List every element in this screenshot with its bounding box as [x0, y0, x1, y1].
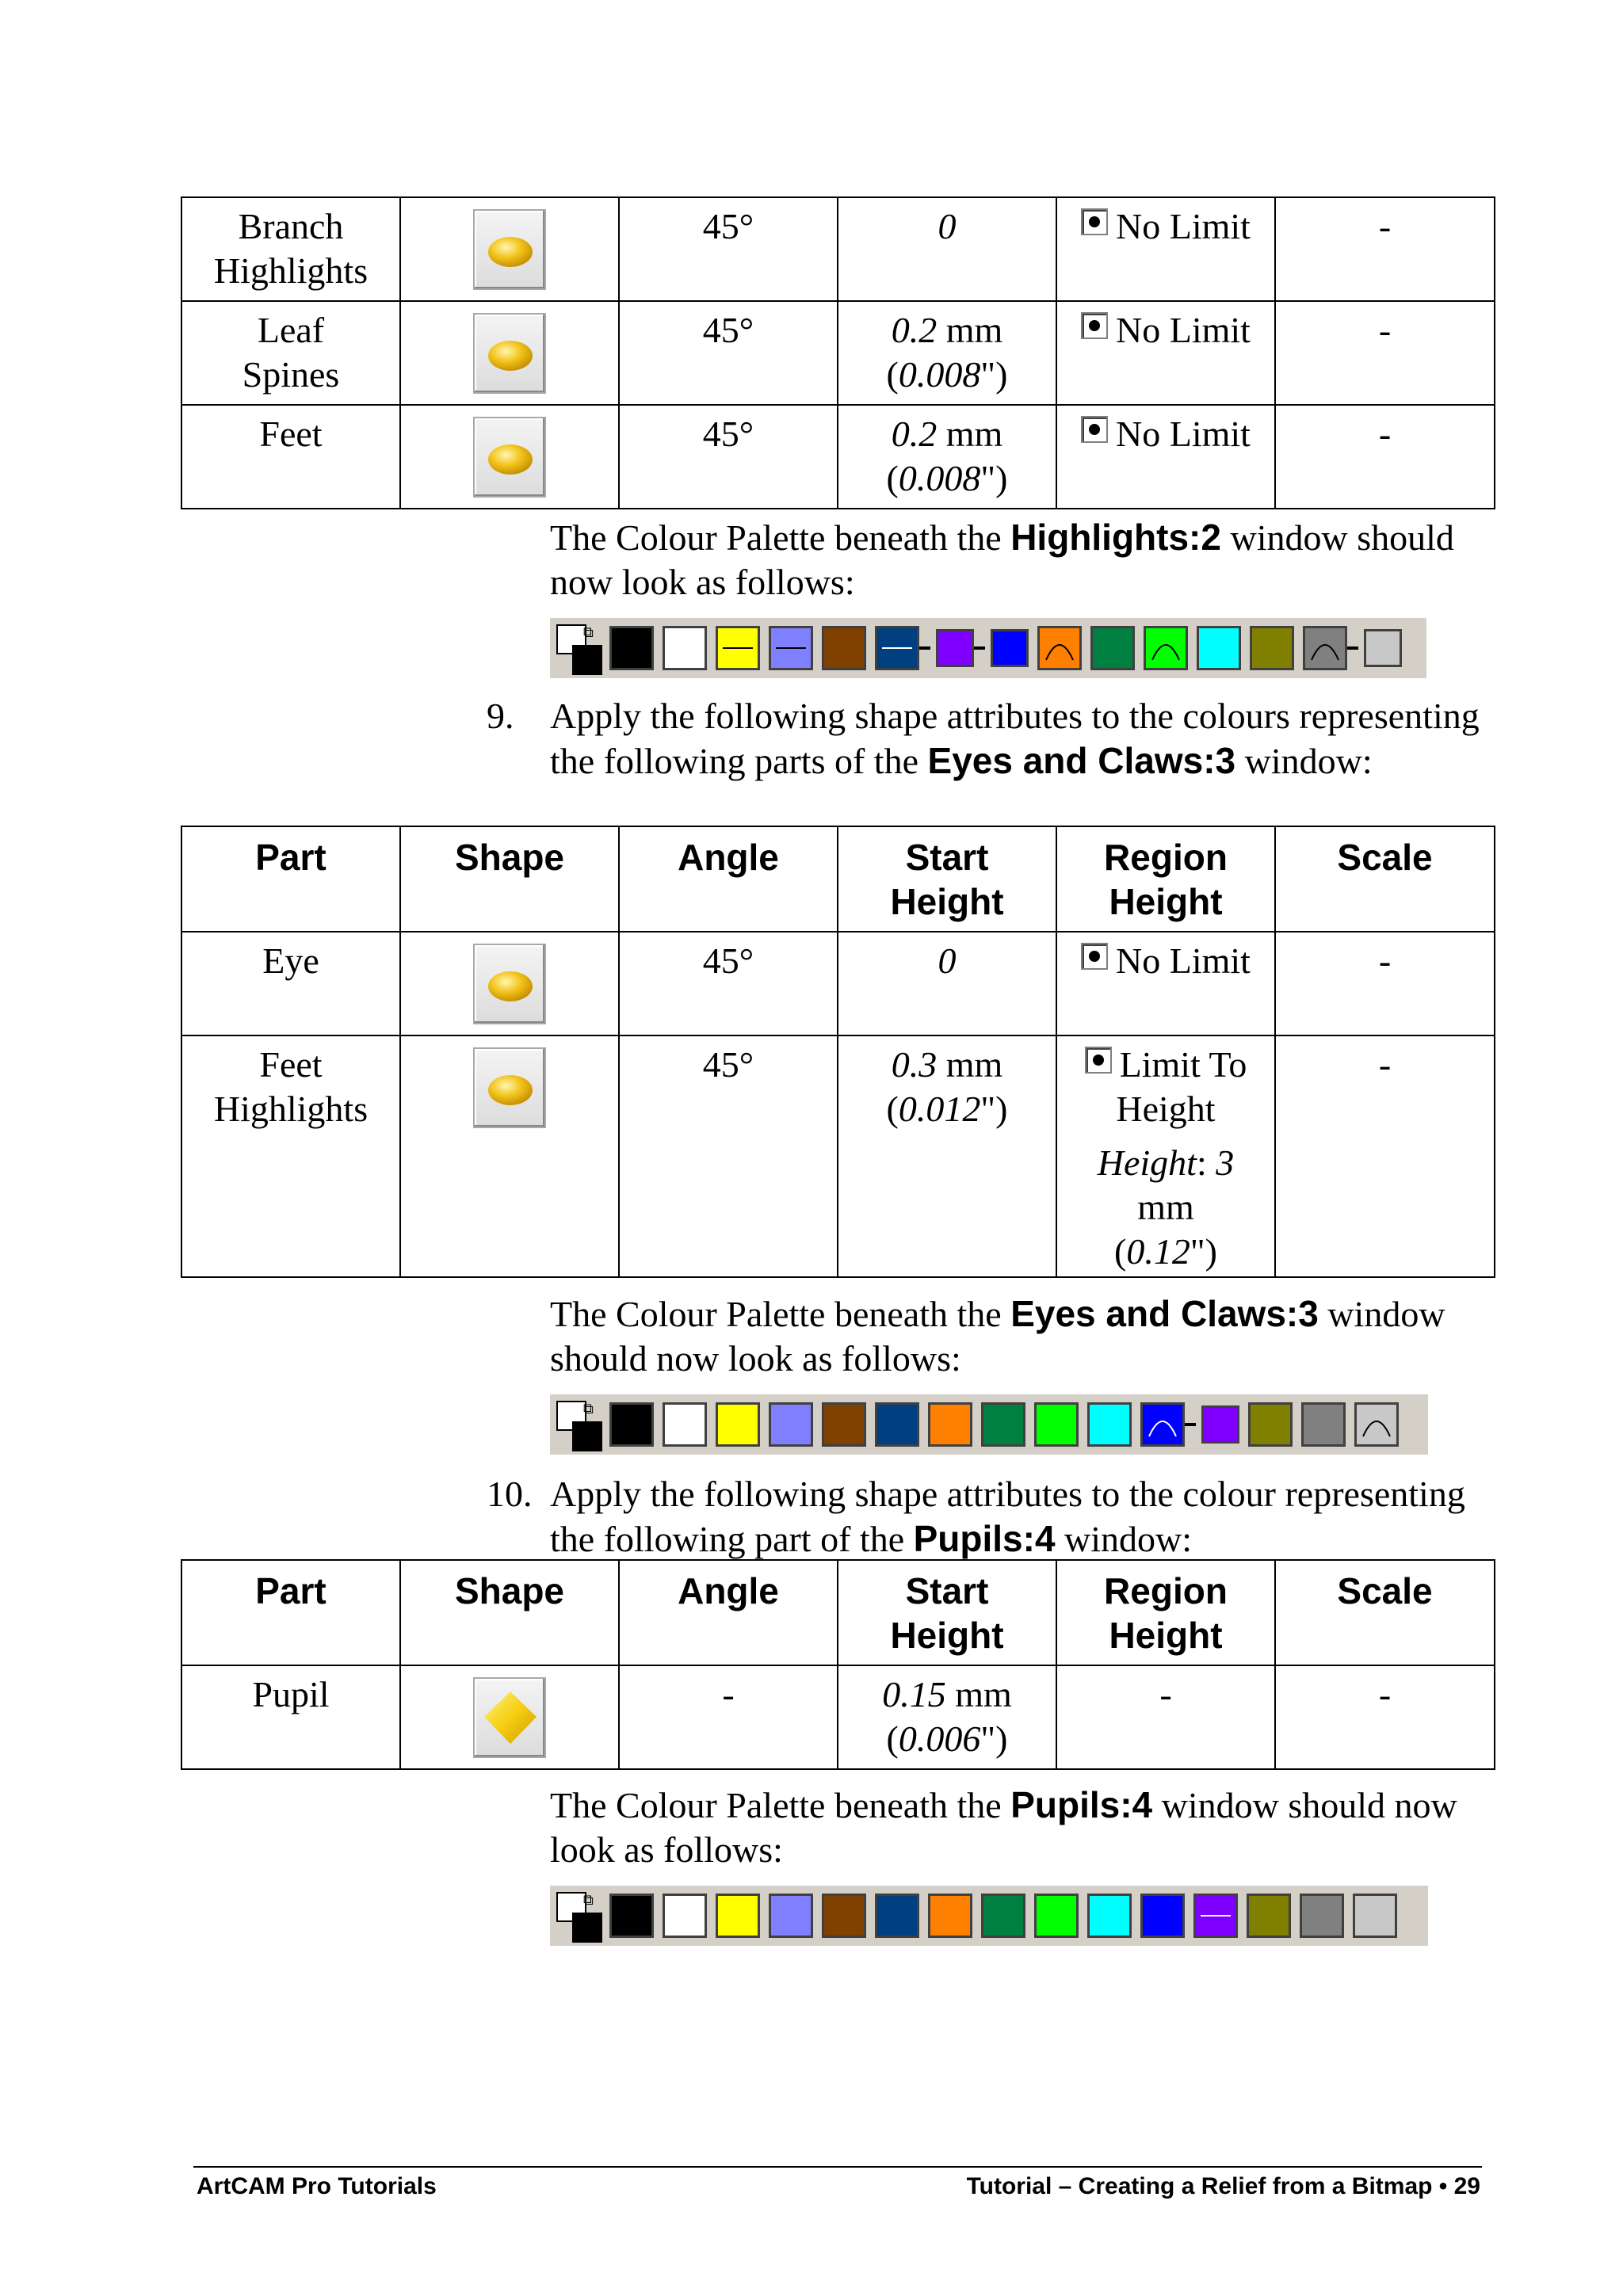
table-row	[181, 1035, 1495, 1277]
dome-profile-icon	[1044, 633, 1075, 663]
colour-swatch-blue[interactable]	[1140, 1402, 1185, 1447]
start-height-cell: 0.3 mm (0.012")	[838, 1035, 1056, 1277]
region-height-cell: No Limit	[1056, 932, 1275, 1035]
column-header-start-height: Start Height	[838, 1560, 1056, 1665]
colour-swatch-white[interactable]	[663, 626, 707, 670]
start-height-cell: 0	[838, 197, 1056, 301]
colour-palette-pupils	[550, 1886, 1428, 1946]
angle-cell: 45°	[619, 405, 838, 509]
region-height-cell: No Limit	[1056, 405, 1275, 509]
palette-description: The Colour Palette beneath the Eyes and Claws:3 window should now look as follows:	[550, 1293, 1445, 1379]
radio-selected-icon	[1081, 312, 1108, 339]
colour-swatch-lime[interactable]	[1034, 1402, 1079, 1447]
attributes-table-pupils	[181, 1559, 1495, 1770]
colour-swatch-olive[interactable]	[1248, 1402, 1293, 1447]
table-row	[181, 932, 1495, 1035]
colour-swatch-purple[interactable]	[1193, 1894, 1238, 1938]
angle-cell: 45°	[619, 932, 838, 1035]
region-height-cell: -	[1056, 1665, 1275, 1769]
colour-swatch-blue[interactable]	[991, 629, 1029, 667]
colour-swatch-grey[interactable]	[1303, 626, 1347, 670]
colour-swatch-white[interactable]	[663, 1894, 707, 1938]
colour-swatch-cyan[interactable]	[1087, 1402, 1132, 1447]
footer-divider	[193, 2166, 1482, 2168]
table-header-row	[181, 826, 1495, 932]
table-row	[181, 301, 1495, 405]
colour-palette-highlights	[550, 618, 1426, 678]
step-instruction: Apply the following shape attributes to the colour representing the following part of the Pupils:4 window:	[550, 1474, 1465, 1559]
dome-shape-icon	[473, 1047, 546, 1128]
colour-swatch-green[interactable]	[1090, 626, 1135, 670]
column-header-angle: Angle	[619, 1560, 838, 1665]
part-cell: Leaf Spines	[181, 301, 400, 405]
colour-swatch-lavender[interactable]	[769, 1894, 813, 1938]
scale-cell: -	[1275, 301, 1495, 405]
scale-cell: -	[1275, 1665, 1495, 1769]
part-cell: Eye	[181, 932, 400, 1035]
dome-profile-icon	[1151, 633, 1181, 663]
radio-selected-icon	[1081, 416, 1108, 443]
colour-swatch-purple[interactable]	[1201, 1405, 1239, 1444]
colour-swatch-brown[interactable]	[822, 1402, 866, 1447]
colour-swatch-lime[interactable]	[1034, 1894, 1079, 1938]
colour-swatch-brown[interactable]	[822, 1894, 866, 1938]
colour-swatch-lavender[interactable]	[769, 1402, 813, 1447]
column-header-region-height: Region Height	[1056, 826, 1275, 932]
palette-description: The Colour Palette beneath the Pupils:4 window should now look as follows:	[550, 1784, 1457, 1870]
primary-secondary-colour-icon[interactable]: ⧉	[556, 1401, 601, 1448]
colour-swatch-orange[interactable]	[1037, 626, 1082, 670]
part-cell: Pupil	[181, 1665, 400, 1769]
primary-secondary-colour-icon[interactable]: ⧉	[556, 1892, 601, 1939]
colour-swatch-lime[interactable]	[1144, 626, 1188, 670]
region-height-cell: No Limit	[1056, 197, 1275, 301]
column-header-shape: Shape	[400, 826, 619, 932]
colour-swatch-olive[interactable]	[1250, 626, 1294, 670]
dome-shape-icon	[473, 417, 546, 498]
table-row	[181, 405, 1495, 509]
scale-cell: -	[1275, 932, 1495, 1035]
start-height-cell: 0.2 mm (0.008")	[838, 405, 1056, 509]
flat-line-icon	[882, 633, 912, 663]
colour-palette-eyes-and-claws	[550, 1394, 1428, 1455]
attributes-table-eyes-and-claws	[181, 826, 1495, 1278]
colour-swatch-navy[interactable]	[875, 1402, 919, 1447]
plane-shape-icon	[473, 1677, 546, 1758]
shape-cell	[400, 932, 619, 1035]
colour-swatch-cyan[interactable]	[1197, 626, 1241, 670]
column-header-scale: Scale	[1275, 1560, 1495, 1665]
step-instruction: Apply the following shape attributes to the colours representing the following parts of the Eyes and Claws:3 window:	[550, 696, 1480, 781]
colour-swatch-green[interactable]	[981, 1894, 1025, 1938]
radio-selected-icon	[1081, 943, 1108, 970]
flat-line-icon	[776, 633, 806, 663]
angle-cell: 45°	[619, 301, 838, 405]
column-header-angle: Angle	[619, 826, 838, 932]
colour-swatch-yellow[interactable]	[716, 1402, 760, 1447]
angle-cell: 45°	[619, 1035, 838, 1277]
footer-left: ArtCAM Pro Tutorials	[197, 2173, 437, 2199]
table-row	[181, 1665, 1495, 1769]
table-row	[181, 197, 1495, 301]
colour-swatch-grey[interactable]	[1300, 1894, 1344, 1938]
palette-description: The Colour Palette beneath the Highlights:2 window should now look as follows:	[550, 517, 1454, 602]
column-header-part: Part	[181, 1560, 400, 1665]
colour-swatch-orange[interactable]	[928, 1402, 972, 1447]
region-height-cell: Limit To Height Height: 3 mm (0.12")	[1056, 1035, 1275, 1277]
dome-shape-icon	[473, 313, 546, 394]
shape-cell	[400, 301, 619, 405]
angle-cell: 45°	[619, 197, 838, 301]
colour-swatch-navy[interactable]	[875, 626, 919, 670]
column-header-shape: Shape	[400, 1560, 619, 1665]
part-cell: Feet	[181, 405, 400, 509]
shape-cell	[400, 197, 619, 301]
start-height-cell: 0.15 mm (0.006")	[838, 1665, 1056, 1769]
shape-cell	[400, 1665, 619, 1769]
shape-cell	[400, 405, 619, 509]
colour-swatch-yellow[interactable]	[716, 626, 760, 670]
primary-secondary-colour-icon[interactable]: ⧉	[556, 624, 601, 672]
colour-swatch-purple[interactable]	[936, 629, 974, 667]
column-header-start-height: Start Height	[838, 826, 1056, 932]
radio-selected-icon	[1085, 1047, 1112, 1074]
attributes-table-highlights	[181, 196, 1495, 509]
colour-swatch-lavender[interactable]	[769, 626, 813, 670]
radio-selected-icon	[1081, 208, 1108, 235]
colour-swatch-light-grey[interactable]	[1364, 629, 1402, 667]
step-number: 9.	[487, 696, 514, 736]
colour-swatch-black[interactable]	[609, 1402, 654, 1447]
dome-profile-icon	[1310, 633, 1340, 663]
colour-swatch-yellow[interactable]	[716, 1894, 760, 1938]
angle-cell: -	[619, 1665, 838, 1769]
colour-swatch-white[interactable]	[663, 1402, 707, 1447]
part-cell: Feet Highlights	[181, 1035, 400, 1277]
step-number: 10.	[487, 1474, 533, 1514]
colour-swatch-navy[interactable]	[875, 1894, 919, 1938]
dome-profile-icon	[1361, 1409, 1392, 1440]
colour-swatch-blue[interactable]	[1140, 1894, 1185, 1938]
colour-swatch-olive[interactable]	[1247, 1894, 1291, 1938]
colour-swatch-grey[interactable]	[1301, 1402, 1346, 1447]
colour-swatch-cyan[interactable]	[1087, 1894, 1132, 1938]
column-header-scale: Scale	[1275, 826, 1495, 932]
dome-profile-icon	[1148, 1409, 1178, 1440]
flat-line-icon	[723, 633, 753, 663]
colour-swatch-black[interactable]	[609, 626, 654, 670]
dome-shape-icon	[473, 944, 546, 1024]
table-header-row	[181, 1560, 1495, 1665]
colour-swatch-light-grey[interactable]	[1354, 1402, 1399, 1447]
colour-swatch-green[interactable]	[981, 1402, 1025, 1447]
part-cell: Branch Highlights	[181, 197, 400, 301]
region-height-cell: No Limit	[1056, 301, 1275, 405]
scale-cell: -	[1275, 405, 1495, 509]
dome-shape-icon	[473, 209, 546, 290]
start-height-cell: 0	[838, 932, 1056, 1035]
start-height-cell: 0.2 mm (0.008")	[838, 301, 1056, 405]
flat-line-icon	[1201, 1901, 1231, 1931]
shape-cell	[400, 1035, 619, 1277]
colour-swatch-brown[interactable]	[822, 626, 866, 670]
scale-cell: -	[1275, 1035, 1495, 1277]
footer-right: Tutorial – Creating a Relief from a Bitmap • 29	[966, 2173, 1480, 2199]
colour-swatch-light-grey[interactable]	[1353, 1894, 1397, 1938]
colour-swatch-orange[interactable]	[928, 1894, 972, 1938]
column-header-part: Part	[181, 826, 400, 932]
column-header-region-height: Region Height	[1056, 1560, 1275, 1665]
scale-cell: -	[1275, 197, 1495, 301]
colour-swatch-black[interactable]	[609, 1894, 654, 1938]
